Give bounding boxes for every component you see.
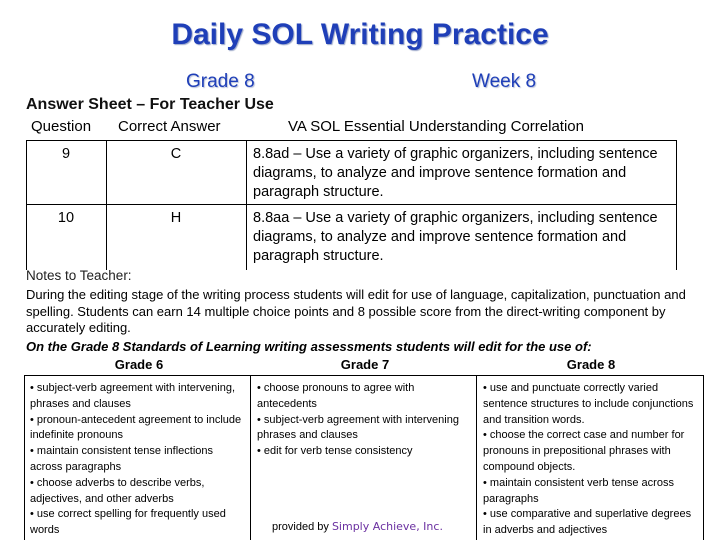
grade7-header: Grade 7 <box>340 357 390 372</box>
notes-text: During the editing stage of the writing process students will edit for use of language, capitalization, punctuation and spelling. Students can earn 14 multiple choice points and 8 possible score from the direct-writing component by accurately editing. <box>26 287 686 335</box>
notes-label: Notes to Teacher: <box>26 268 132 283</box>
table-row-1-answer: C <box>170 146 182 162</box>
list-item: • use comparative and superlative degrees in adverbs and adjectives <box>483 508 692 537</box>
list-item: • choose adverbs to describe verbs, adjectives, and other adverbs <box>30 476 205 505</box>
list-item: • maintain consistent tense inflections across paragraphs <box>30 445 214 473</box>
week-label: Week 8 <box>472 71 537 92</box>
grade7-list <box>257 381 469 460</box>
header-correlation: VA SOL Essential Understanding Correlation <box>288 118 584 135</box>
page-title: Daily SOL Writing Practice <box>171 18 549 51</box>
table-row-2-answer: H <box>170 210 182 226</box>
provided-by <box>272 520 443 533</box>
list-item: • subject-verb agreement with intervening, phrases and clauses <box>30 382 236 410</box>
header-correct-answer: Correct Answer <box>118 118 221 135</box>
grade6-header: Grade 6 <box>114 357 164 372</box>
table-row-1-correlation: 8.8ad – Use a variety of graphic organizers, including sentence diagrams, to analyze and improve sentence formation and paragraph structure. <box>253 146 658 200</box>
list-item: • use correct spelling for frequently used words <box>30 508 226 537</box>
grade8-header: Grade 8 <box>566 357 616 372</box>
grade8-list <box>483 381 697 539</box>
table-row-2-correlation: 8.8aa – Use a variety of graphic organizers, including sentence diagrams, to analyze and improve sentence formation and paragraph structure. <box>253 210 658 264</box>
list-item: • pronoun-antecedent agreement to include indefinite pronouns <box>30 413 242 442</box>
list-item: • choose the correct case and number for pronouns in prepositional phrases with compound objects. <box>483 429 685 473</box>
grade-label: Grade 8 <box>186 71 255 92</box>
list-item: • choose pronouns to agree with antecedents <box>257 382 415 410</box>
provided-by-label: provided by <box>272 521 332 533</box>
list-item: • maintain consistent verb tense across paragraphs <box>483 476 674 505</box>
grade6-list <box>30 381 246 539</box>
table-row-2-question: 10 <box>57 210 75 226</box>
table-row-1-question: 9 <box>61 146 71 162</box>
list-item: • subject-verb agreement with intervening phrases and clauses <box>257 413 459 442</box>
header-question: Question <box>31 118 92 135</box>
standards-line: On the Grade 8 Standards of Learning writing assessments students will edit for the use of: <box>26 339 592 354</box>
list-item: • use and punctuate correctly varied sentence structures to include conjunctions and transition words. <box>483 382 694 426</box>
brand-name: Simply Achieve, Inc. <box>331 520 443 533</box>
answer-sheet-heading: Answer Sheet – For Teacher Use <box>26 96 274 113</box>
list-item: • edit for verb tense consistency <box>257 445 413 458</box>
